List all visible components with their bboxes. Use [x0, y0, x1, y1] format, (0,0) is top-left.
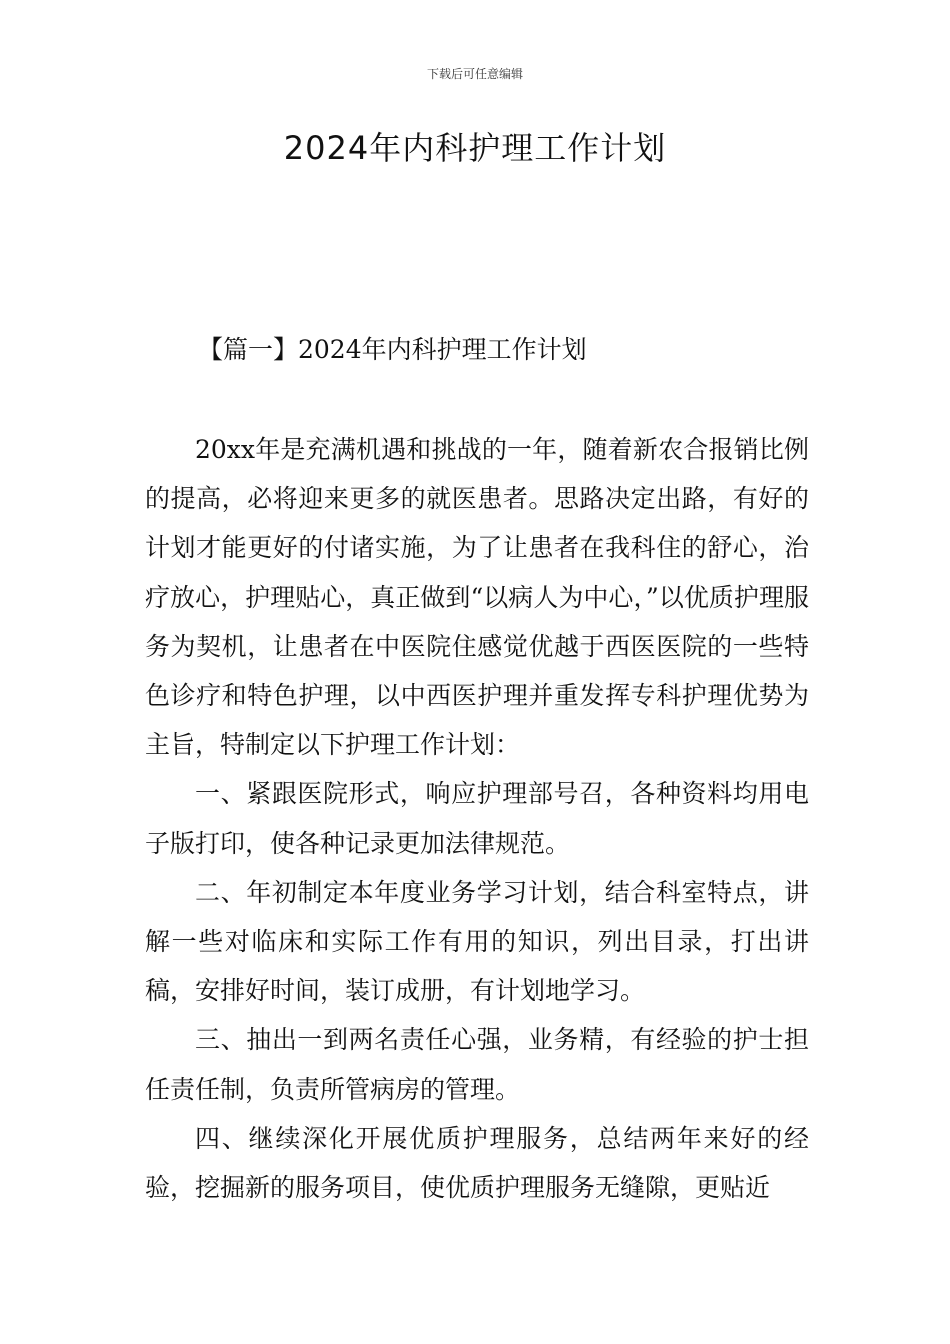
section-heading: 【篇一】2024年内科护理工作计划 — [198, 335, 587, 364]
paragraph-item-1: 一、紧跟医院形式，响应护理部号召，各种资料均用电子版打印，使各种记录更加法律规范。 — [145, 779, 809, 858]
paragraph-item-2: 二、年初制定本年度业务学习计划，结合科室特点，讲解一些对临床和实际工作有用的知识，列出目录，打出讲稿，安排好时间，装订成册，有计划地学习。 — [145, 877, 809, 1006]
document-body — [145, 425, 809, 1212]
document-title: 2024年内科护理工作计划 — [283, 129, 667, 167]
header-note: 下载后可任意编辑 — [426, 67, 523, 81]
paragraph-item-3: 三、抽出一到两名责任心强，业务精，有经验的护士担任责任制，负责所管病房的管理。 — [145, 1025, 809, 1104]
paragraph-intro: 20xx年是充满机遇和挑战的一年，随着新农合报销比例的提高，必将迎来更多的就医患者。思路决定出路，有好的计划才能更好的付诸实施，为了让患者在我科住的舒心，治疗放心，护理贴心，真正做到“以病人为中心，”以优质护理服务为契机，让患者在中医院住感觉优越于西医医院的一些特色诊疗和特色护理，以中西医护理并重发挥专科护理优势为主旨，特制定以下护理工作计划： — [145, 435, 809, 760]
paragraph-item-4: 四、继续深化开展优质护理服务，总结两年来好的经验，挖掘新的服务项目，使优质护理服务无缝隙，更贴近 — [145, 1123, 809, 1203]
